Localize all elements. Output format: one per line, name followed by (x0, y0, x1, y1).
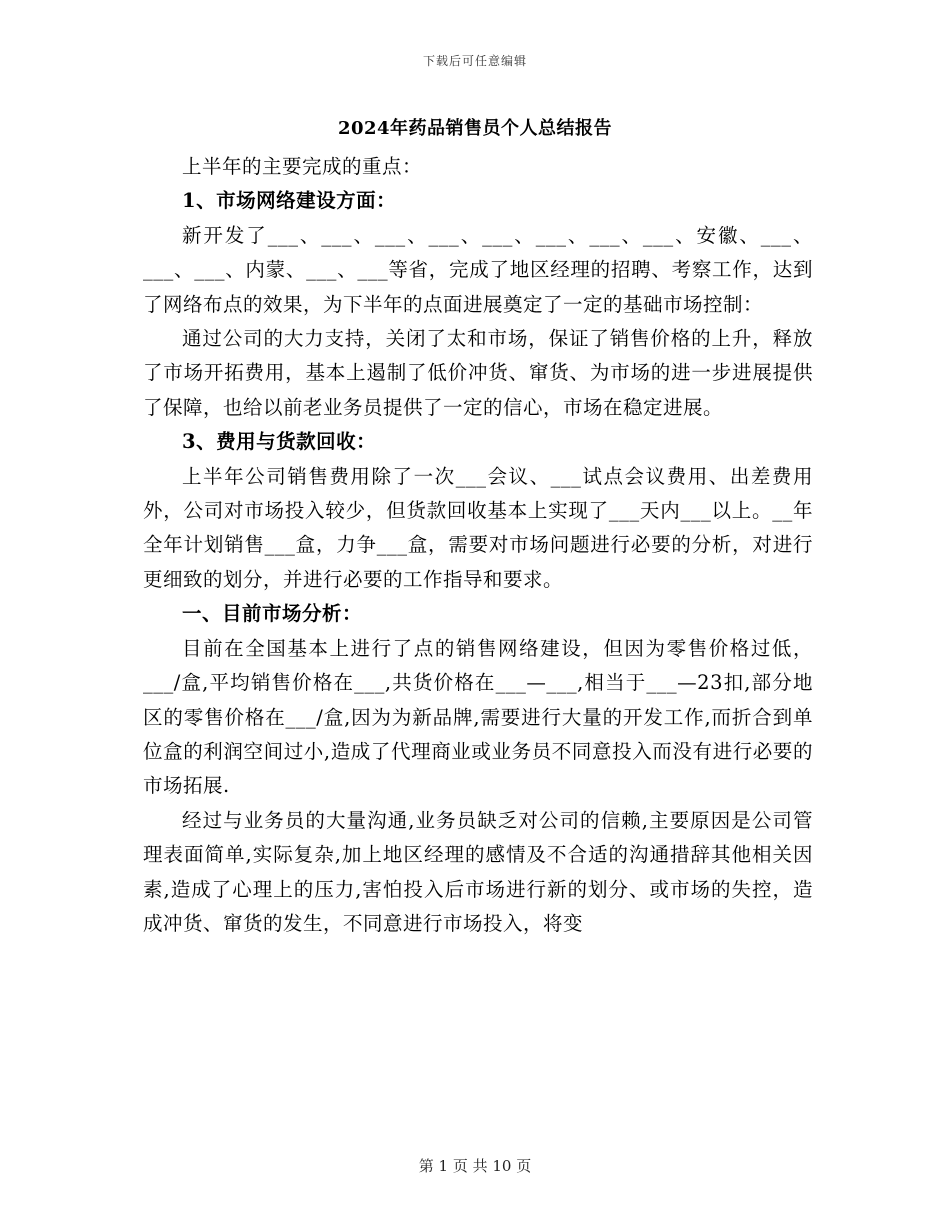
document-body (143, 150, 813, 941)
paragraph: 经过与业务员的大量沟通,业务员缺乏对公司的信赖,主要原因是公司管理表面简单,实际复杂,加上地区经理的感情及不合适的沟通措辞其他相关因素,造成了心理上的压力,害怕投入后市场进行新的划分、或市场的失控，造成冲货、窜货的发生，不同意进行市场投入，将变 (143, 808, 813, 935)
document-title: 2024年药品销售员个人总结报告 (337, 118, 613, 139)
paragraph: 新开发了___、___、___、___、___、___、___、___、安徽、___、___、___、内蒙、___、___等省，完成了地区经理的招聘、考察工作，达到了网络布点的效果，为下半年的点面进展奠定了一定的基础市场控制： (143, 223, 813, 316)
section-heading: 1、市场网络建设方面： (182, 189, 397, 213)
section-heading: 一、目前市场分析： (182, 602, 363, 626)
section-heading: 3、费用与货款回收： (182, 430, 377, 454)
paragraph: 上半年的主要完成的重点： (182, 155, 423, 178)
paragraph: 目前在全国基本上进行了点的销售网络建设，但因为零售价格过低，___/盒,平均销售价格在___,共货价格在___—___,相当于___—23扣,部分地区的零售价格在___/盒,因为为新品牌,需要进行大量的开发工作,而折合到单位盒的利润空间过小,造成了代理商业或业务员不同意投入而没有进行必要的市场拓展. (143, 636, 813, 798)
paragraph: 上半年公司销售费用除了一次___会议、___试点会议费用、出差费用外，公司对市场投入较少，但货款回收基本上实现了___天内___以上。__年全年计划销售___盒，力争___盒，需要对市场问题进行必要的分析，对进行更细致的划分，并进行必要的工作指导和要求。 (143, 464, 813, 591)
page-header-note: 下载后可任意编辑 (422, 54, 527, 68)
paragraph: 通过公司的大力支持，关闭了太和市场，保证了销售价格的上升，释放了市场开拓费用，基本上遏制了低价冲货、窜货、为市场的进一步进展提供了保障，也给以前老业务员提供了一定的信心，市场在稳定进展。 (143, 327, 813, 419)
page-number: 第 1 页 共 10 页 (418, 1157, 532, 1175)
